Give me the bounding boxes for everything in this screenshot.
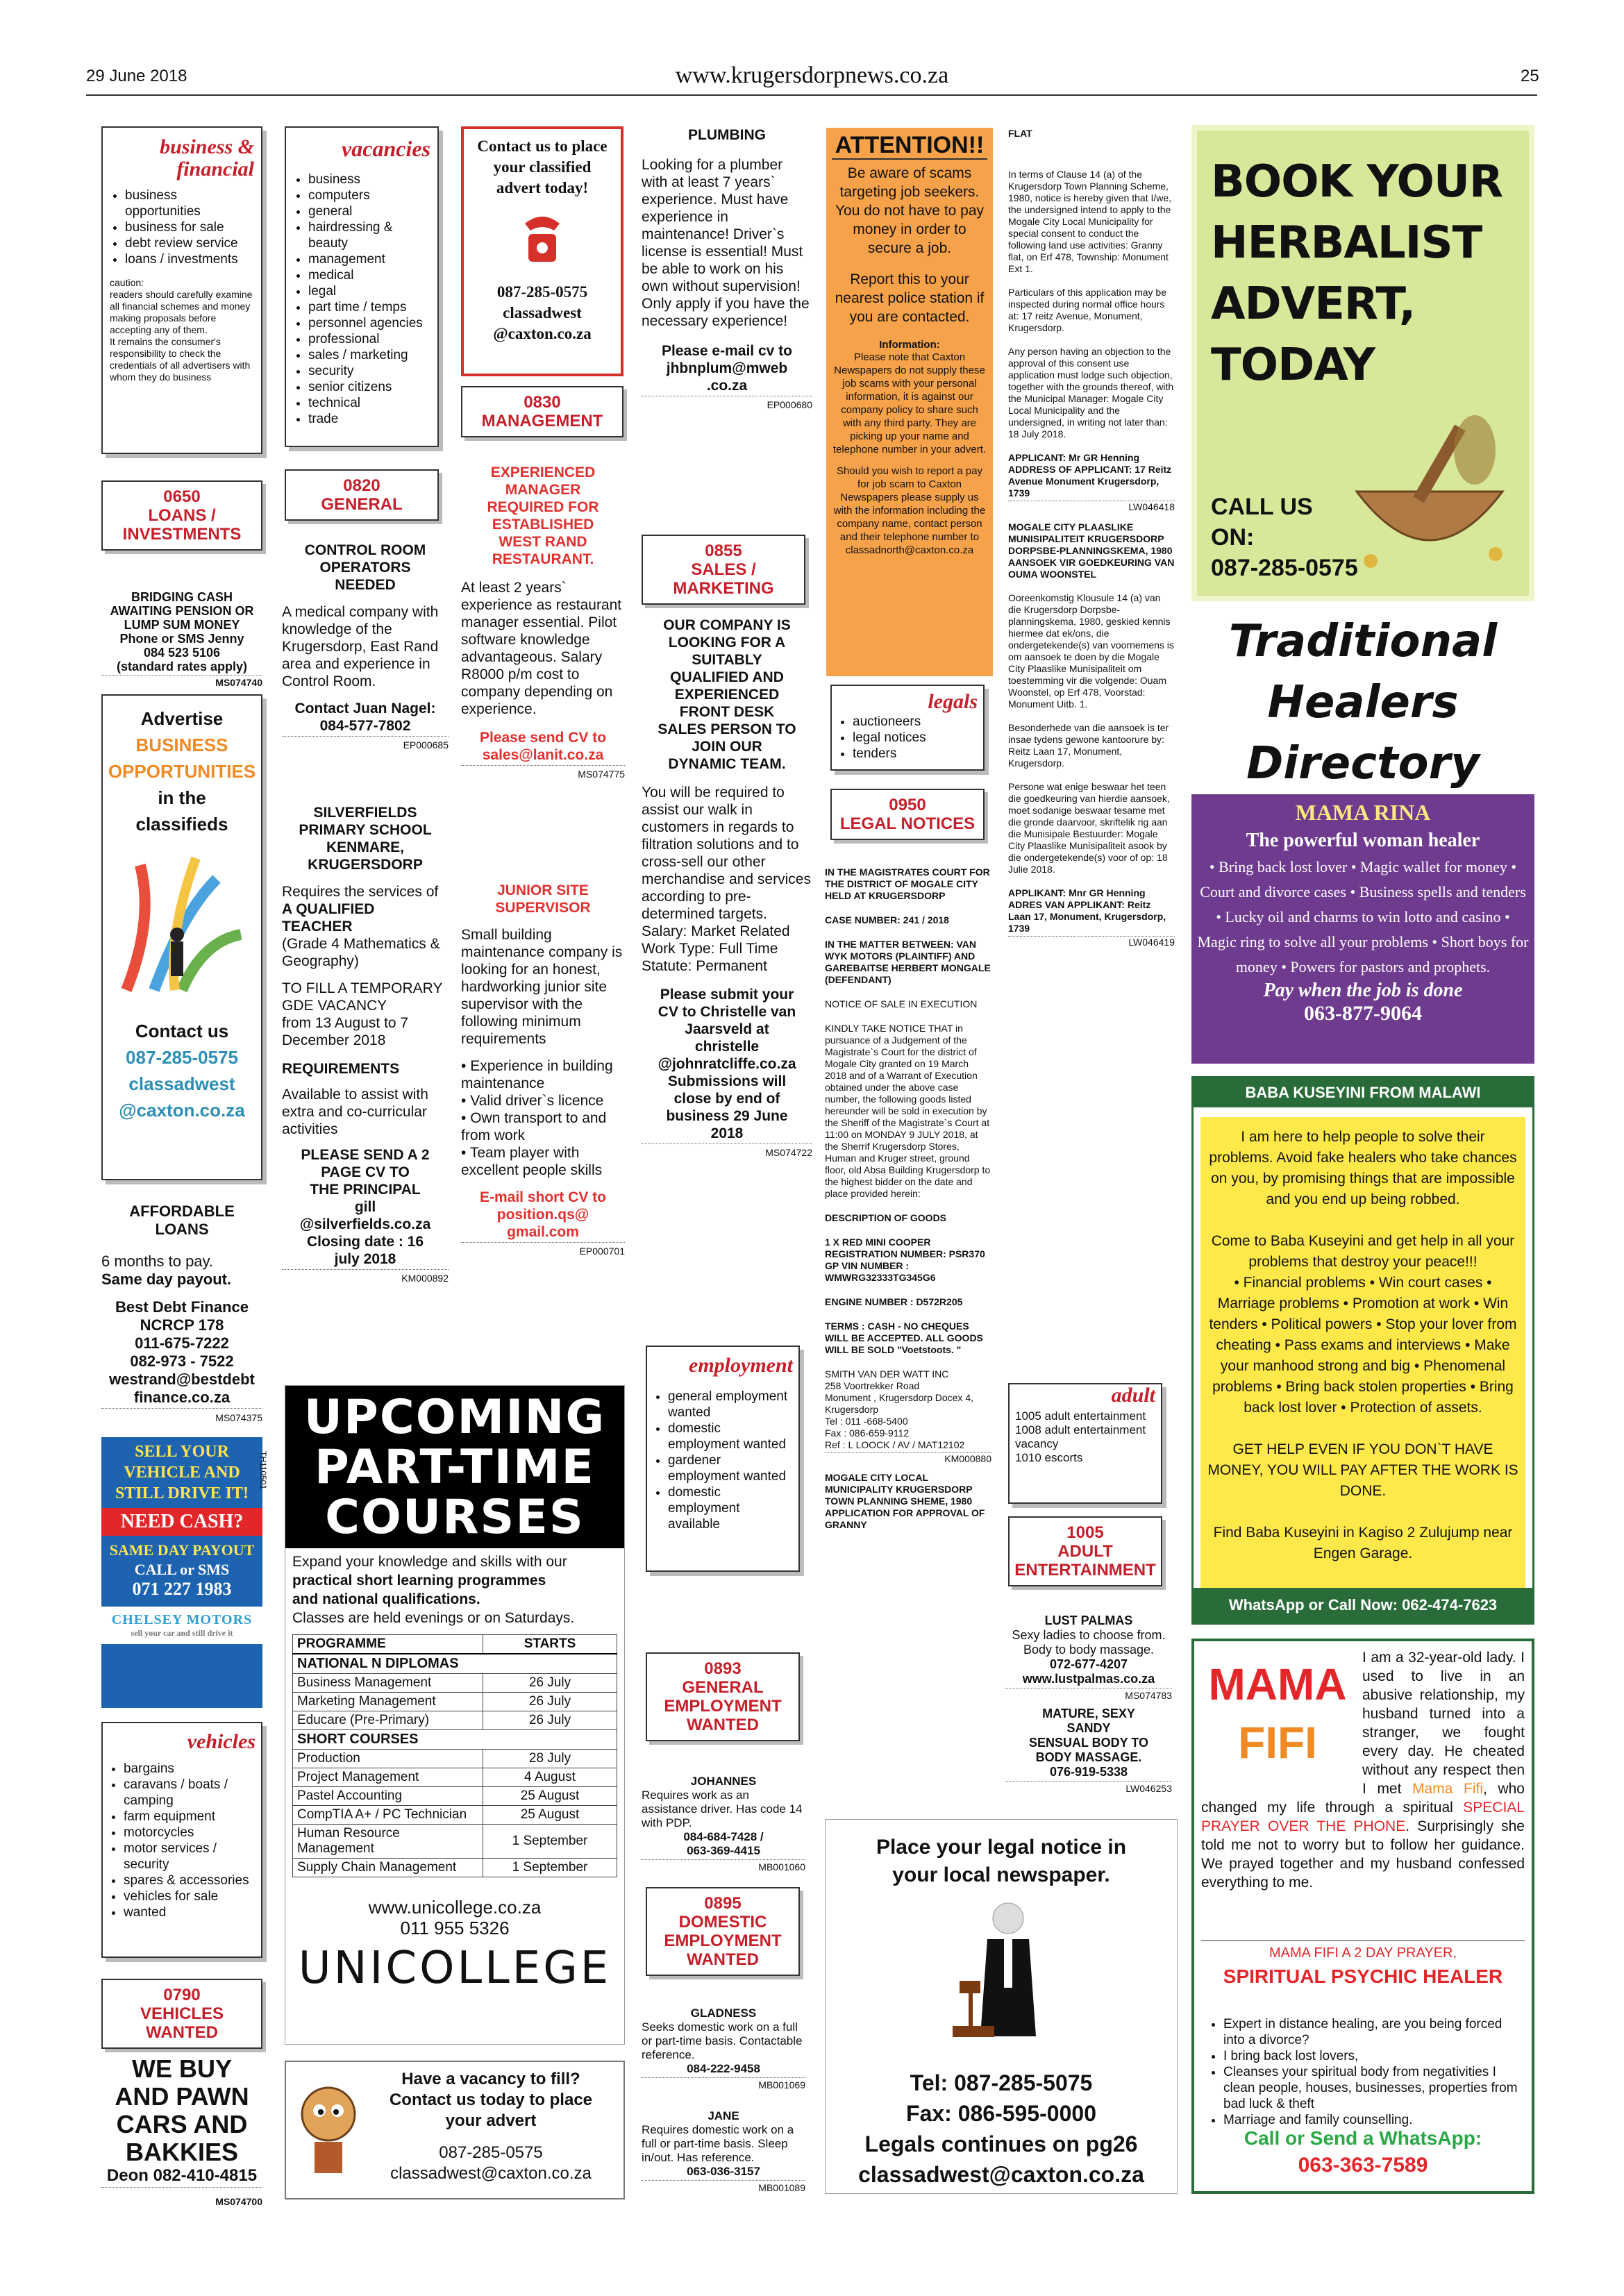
business-financial-title: business & financial — [160, 135, 254, 181]
general-section-header: 0820 GENERAL — [285, 469, 439, 521]
list-item[interactable]: • caravans / boats / camping — [124, 1777, 256, 1809]
magistrate-notice: IN THE MAGISTRATES COURT FOR THE DISTRICT OF MOGALE CITY HELD AT KRUGERSDORP CASE NUMBER: 241 / 2018 IN THE MATTER BETWEEN: VAN WYK MOTORS (PLAINTIFF) AND GAREBAITSE HERBERT MONGALE (DEFENDANT) NOTICE OF SALE IN EXECUTION KINDLY TAKE NOTICE THAT in pursuance of a Judgement of the Magistrate`s Court for the district of Mogale City granted on 19 March 2018 and of a Warrant of Execution obtained under the above case number, the following goods listed hereunder will be sold in execution by the Sheriff of the Magistrate`s Court at 11:00 on MONDAY 9 JULY 2018, at the Sherrif Krugersdorp Stores, Human and Kruger street, ground floor, old Absa Building Krugersdorp to the highest bidder on the date and place provided herein: DESCRIPTION OF GOODS 1 X RED MINI COOPER REGISTRATION NUMBER: PSR370 GP VIN NUMBER : WMWRG32333TG345G6 ENGINE NUMBER : D572R205 TERMS : CASH - NO CHEQUES WILL BE ACCEPTED. ALL GOODS WILL BE SOLD "Voetstoots. " SMITH VAN DER WATT INC 258 Voortrekker Road Monument , Krugersdorp Docex 4, Krugersdorp Tel : 011 -668-5400 Fax : 086-659-9112 Ref : L LOOCK / AV / MAT12102 KM000880 MOGALE CITY LOCAL MUNICIPALITY KRUGERSDORP TOWN PLANNING SHEME, 1980 APPLICATION FOR APPROVAL OF GRANNY — [825, 866, 991, 1530]
table-row: Production 28 July — [293, 1750, 617, 1768]
list-item: • Cleanses your spiritual body from negativities I clean people, houses, businesses, properties from bad luck & theft — [1223, 2064, 1525, 2112]
sales-section-header: 0855 SALES / MARKETING — [642, 535, 805, 605]
list-item[interactable]: • management — [308, 251, 430, 267]
mortar-pestle-illustration — [1336, 408, 1523, 589]
management-section-header: 0830 MANAGEMENT — [461, 386, 623, 437]
mascot-icon — [290, 2076, 367, 2187]
gladness-ad: GLADNESS Seeks domestic work on a full or part-time basis. Contactable reference. 084-222-9458 MB001069 — [642, 2006, 805, 2090]
domestic-employment-header: 0895 DOMESTIC EMPLOYMENT WANTED — [646, 1887, 800, 1976]
flat-notice: FLAT In terms of Clause 14 (a) of the Krugersdorp Town Planning Scheme, 1980, notice is hereby given that I/we, the undersigned intend to apply to the Mogale City Local Municipality for special consent to conduct the following land use activities: Granny flat, on Erf 478, Township: Monument Ext 1. Particulars of this application may be inspected during normal office hours at: 17 reitz Avenue, Monument, Krugersdorp. Any person having an objection to the approval of this consent use application must lodge such objection, together with the grounds thereof, with the Municipal Manager: Mogale City Local Municipality and the undersigned, in writing not later than: 18 July 2018. APPLICANT: Mr GR Henning ADDRESS OF APPLICANT: 17 Reitz Avenue Monument Krugersdorp, 1739 LW046418 MOGALE CITY PLAASLIKE MUNISIPALITEIT KRUGERSDORP DORPSBE-PLANNINGSKEMA, 1980 AANSOEK VIR GOEDKEURING VAN OUMA WOONSTEL Ooreenkomstig Klousule 14 (a) van die Krugersdorp Dorpsbe-planningskema, 1980, geskied kennis hiermee dat ek/ons, die ondergetekende(s) van voornemens is om aansoek te doen by die Mogale City Plaaslike Munisipaliteit om toestemming vir die volgende: Ouam Woonstel, op Erf 478, Voorstad: Monument Uitb. 1. Besonderhede van die aansoek is ter insae tydens gewone kantoorure by: Reitz Laan 17, Monument, Krugersdorp. Persone wat enige beswaar het teen die goedkeuring van hierdie aansoek, moet sodanige beswaar tesame met die gronde daarvoor, skriftelik rig aan die Munisipale Bestuurder: Mogale City Plaaslike Munisipaliteit asook by die ondergetekende(s) voor of op: 18 Julie 2018. APPLIKANT: Mnr GR Henning ADRES VAN APPLIKANT: Reitz Laan 17, Monument, Krugersdorp, 1739 LW046419 — [1008, 128, 1175, 948]
legals-list — [837, 714, 978, 762]
list-item: • Marriage and family counselling. — [1223, 2112, 1525, 2128]
list-item[interactable]: • technical — [308, 395, 430, 411]
mama-fifi-ad: MAMA FIFI I am a 32-year-old lady. I used to live in an abusive relationship, my husband turned into a stranger, we fought every day. He cheated without any respect then I met Mama Fifi, who changed my life through a spiritual SPECIAL PRAYER OVER THE PHONE. Surprisingly she told me not to worry but to follow her guidance. We prayed together and my husband confessed everything to me. MAMA FIFI A 2 DAY PRAYER, SPIRITUAL PSYCHIC HEALER • Expert in distance healing, are you being forced into a divorce? • I bring back lost lovers, • Cleanses your spiritual body from negativities I clean people, houses, businesses, properties from bad luck & theft • Marriage and family counselling. Call or Send a WhatsApp: 063-363-7589 — [1191, 1639, 1534, 2194]
lust-palmas-ad: LUST PALMAS Sexy ladies to choose from. Body to body massage. 072-677-4207 www.lustpalmas.co.za MS074783 — [1005, 1614, 1172, 1703]
table-row: Project Management 4 August — [293, 1768, 617, 1787]
vacancy-fill-ad: Have a vacancy to fill? Contact us today to place your advert 087-285-0575 classadwest@caxton.co.za — [285, 2061, 625, 2199]
vacancies-box — [285, 126, 439, 447]
legals-title: legals — [928, 690, 978, 713]
arrows-illustration — [112, 837, 251, 1011]
adult-title: adult — [1111, 1384, 1155, 1407]
phone-icon — [511, 203, 574, 272]
baba-kuseyini-ad: BABA KUSEYINI FROM MALAWI I am here to help people to solve their problems. Avoid fake healers who take chances on you, by promising things that are impossible and you end up being robbed. Come to Baba Kuseyini and get help in all your problems that destroy your peace!!! • Financial problems • Win court cases • Marriage problems • Promotion at work • Win tenders • Political powers • Stop your lover from cheating • Pass exams and interviews • Make your manhood strong and big • Phenomenal problems • Bring back stolen properties • Bring back lost lover • Protection of assets. GET HELP EVEN IF YOU DON`T HAVE MONEY, YOU WILL PAY AFTER THE WORK IS DONE. Find Baba Kuseyini in Kagiso 2 Zulujump near Engen Garage. WhatsApp or Call Now: 062-474-7623 — [1191, 1076, 1534, 1625]
employment-title: employment — [689, 1354, 793, 1377]
list-item[interactable]: • security — [308, 363, 430, 379]
legal-notice-ad: Place your legal notice in your local newspaper. Tel: 087-285-5075 Fax: 086-595-0000 Legals continues on pg26 classadwest@caxton.co.za — [825, 1819, 1178, 2194]
unicollege-logo: UNICOLLEGE — [298, 1943, 612, 1994]
list-item[interactable]: 1008 adult entertainment vacancy — [1015, 1423, 1146, 1450]
list-item[interactable]: • tenders — [853, 746, 978, 762]
plumbing-ad: PLUMBING Looking for a plumber with at least 7 years` experience. Must have experience in maintenance! Driver`s license is essential! Must be able to work on his own without supervision! Only apply if you have the necessary experience! Please e-mail cv to jhbnplum@mweb .co.za EP000680 — [642, 126, 812, 414]
list-item[interactable]: • computers — [308, 187, 430, 203]
list-item[interactable]: • general — [308, 203, 430, 219]
junior-supervisor-ad: JUNIOR SITE SUPERVISOR Small building maintenance company is looking for an honest, hardworking junior site supervisor with the following minimum requirements • Experience in building maintenance • Valid driver`s licence • Own transport to and from work • Team player with excellent people skills E-mail short CV to position.qs@ gmail.com EP000701 — [461, 882, 625, 1260]
list-item[interactable]: • spares & accessories — [124, 1872, 256, 1888]
list-item[interactable]: • legal — [308, 283, 430, 299]
list-item[interactable]: • business opportunities — [125, 187, 254, 219]
advertise-business-box: Advertise BUSINESS OPPORTUNITIES in the classifieds Contact us 087-285-0575 classadwest @caxton.co.za — [101, 694, 262, 1180]
control-room-ad: CONTROL ROOM OPERATORS NEEDED A medical company with knowledge of the Krugersdorp, East Rand area and experience in Control Room. Contact Juan Nagel: 084-577-7802 EP000685 — [282, 542, 449, 754]
table-row: CompTIA A+ / PC Technician 25 August — [293, 1806, 617, 1825]
adult-entertainment-header: 1005 ADULT ENTERTAINMENT — [1008, 1516, 1162, 1586]
caution-text: caution: readers should carefully examine all financial schemes and money making proposals before accepting any of them. It remains the consumer's responsibility to check the credentials of all advertisers with whom they do business — [110, 277, 253, 383]
list-item[interactable]: • part time / temps — [308, 299, 430, 315]
list-item[interactable]: • medical — [308, 267, 430, 283]
attention-ad: ATTENTION!! Be aware of scams targeting job seekers. You do not have to pay money in order to secure a job. Report this to your nearest police station if you are contacted. Information: Please note that Caxton Newspapers do not supply these job scams with your personal information, it is against our company policy to share such with any third party. They are picking up your name and telephone number in your advert. Should you wish to report a pay for job scam to Caxton Newspapers please supply us with the information including the company name, contact person and their telephone number to classadnorth@caxton.co.za — [826, 128, 993, 676]
sell-car-ref: TH110501 — [258, 1451, 268, 1490]
programme-table: PROGRAMME STARTS NATIONAL N DIPLOMAS Business Management 26 July Marketing Management 26 July Educare (Pre-Primary) 26 July SHORT COURSES Production 28 July Project Management 4 August Pastel Accounting 25 August CompTIA A+ / PC Technician 25 August Human Resource Management 1 September Supply Chain Management 1 September — [292, 1634, 617, 1877]
list-item[interactable]: • loans / investments — [125, 251, 254, 267]
silverfields-ad: SILVERFIELDS PRIMARY SCHOOL KENMARE, KRUGERSDORP Requires the services of A QUALIFIED TEACHER (Grade 4 Mathematics & Geography) TO FILL A TEMPORARY GDE VACANCY from 13 August to 7 December 2018 REQUIREMENTS Available to assist with extra and co-curricular activities PLEASE SEND A 2 PAGE CV TO THE PRINCIPAL gill @silverfields.co.za Closing date : 16 july 2018 KM000892 — [282, 804, 449, 1287]
mature-ad: MATURE, SEXY SANDY SENSUAL BODY TO BODY MASSAGE. 076-919-5338 LW046253 — [1005, 1707, 1172, 1796]
header-page-number: 25 — [1521, 67, 1539, 85]
list-item: • I bring back lost lovers, — [1223, 2048, 1525, 2064]
jane-ad: JANE Requires domestic work on a full or part-time basis. Sleep in/out. Has reference. 063-036-3157 MB001089 — [642, 2109, 805, 2193]
herbalist-ad: BOOK YOUR HERBALIST ADVERT, TODAY CALL US ON: 087-285-0575 — [1191, 125, 1534, 601]
list-item[interactable]: • professional — [308, 331, 430, 347]
list-item[interactable]: • domestic employment wanted — [668, 1421, 793, 1452]
legal-notices-header: 0950 LEGAL NOTICES — [830, 789, 985, 840]
business-financial-list — [110, 187, 254, 267]
list-item[interactable]: • vehicles for sale — [124, 1888, 256, 1904]
sell-vehicle-ad: SELL YOUR VEHICLE AND STILL DRIVE IT! NEED CASH? SAME DAY PAYOUT CALL or SMS 071 227 1983 CHELSEY MOTORS sell your car and still drive it — [101, 1437, 262, 1708]
list-item[interactable]: • motor services / security — [124, 1841, 256, 1872]
list-item: • Expert in distance healing, are you being forced into a divorce? — [1223, 2016, 1525, 2048]
list-item[interactable]: • domestic employment available — [668, 1484, 793, 1532]
list-item[interactable]: • personnel agencies — [308, 315, 430, 331]
list-item[interactable]: • hairdressing & beauty — [308, 219, 430, 251]
header-date: 29 June 2018 — [86, 67, 187, 85]
list-item[interactable]: 1005 adult entertainment — [1015, 1409, 1146, 1423]
list-item[interactable]: • business — [308, 171, 430, 187]
affordable-loans-ad: AFFORDABLE LOANS 6 months to pay. Same day payout. Best Debt Finance NCRCP 178 011-675-7222 082-973 - 7522 westrand@bestdebt finance.co.za MS074375 — [101, 1203, 262, 1427]
list-item[interactable]: • trade — [308, 411, 430, 427]
legals-box — [830, 685, 985, 771]
general-employment-header: 0893 GENERAL EMPLOYMENT WANTED — [646, 1652, 800, 1741]
list-item[interactable]: • debt review service — [125, 235, 254, 251]
vehicles-wanted-header: 0790 VEHICLES WANTED — [101, 1979, 262, 2049]
list-item[interactable]: • legal notices — [853, 730, 978, 746]
front-desk-ad: OUR COMPANY IS LOOKING FOR A SUITABLY QUALIFIED AND EXPERIENCED FRONT DESK SALES PERSON TO JOIN OUR DYNAMIC TEAM. You will be required to assist our walk in customers in regards to filtration solutions and to cross-sell our other merchandise and services according to pre-determined targets. Salary: Market Related Work Type: Full Time Statute: Permanent Please submit your CV to Christelle van Jaarsveld at christelle @johnratcliffe.co.za Submissions will close by end of business 29 June 2018 MS074722 — [642, 617, 812, 1162]
employment-box — [646, 1346, 800, 1572]
list-item[interactable]: • auctioneers — [853, 714, 978, 730]
bridging-cash-ad: BRIDGING CASH AWAITING PENSION OR LUMP SUM MONEY Phone or SMS Jenny 084 523 5106 (standard rates apply) MS074740 — [101, 590, 262, 689]
list-item[interactable]: • gardener employment wanted — [668, 1452, 793, 1484]
loans-section-header: 0650 LOANS / INVESTMENTS — [101, 480, 262, 551]
unicollege-ad: UPCOMING PART-TIME COURSES Expand your knowledge and skills with our practical short learning programmes and national qualifications. Classes are held evenings or on Saturdays. PROGRAMME STARTS NATIONAL N DIPLOMAS Business Management 26 July Marketing Management 26 July Educare (Pre-Primary) 26 July SHORT COURSES Production 28 July Project Management 4 August Pastel Accounting 25 August CompTIA A+ / PC Technician 25 August Human Resource Management 1 September Supply Chain Management 1 September www.unicollege.co.za 011 955 5326 UNICOLLEGE — [285, 1385, 625, 2045]
table-row: Human Resource Management 1 September — [293, 1825, 617, 1859]
judge-gavel-illustration — [946, 1897, 1057, 2057]
restaurant-ad: EXPERIENCED MANAGER REQUIRED FOR ESTABLISHED WEST RAND RESTAURANT. At least 2 years` experience as restaurant manager essential. Pilot software knowledge advantageous. Salary R8000 p/m cost to company depending on experience. Please send CV to sales@lanit.co.za MS074775 — [461, 464, 625, 783]
unicollege-headline: UPCOMING PART-TIME COURSES — [285, 1386, 624, 1548]
list-item[interactable]: • wanted — [124, 1904, 256, 1920]
business-financial-box — [101, 126, 262, 454]
johannes-ad: JOHANNES Requires work as an assistance driver. Has code 14 with PDP. 084-684-7428 / 063-369-4415 MB001060 — [642, 1775, 805, 1872]
list-item[interactable]: • senior citizens — [308, 379, 430, 395]
vacancies-list — [293, 171, 430, 427]
list-item[interactable]: • bargains — [124, 1761, 256, 1777]
vehicles-list — [108, 1761, 256, 1920]
header-rule — [86, 94, 1537, 96]
list-item[interactable]: • general employment wanted — [668, 1389, 793, 1421]
we-buy-ad: WE BUY AND PAWN CARS AND BAKKIES Deon 082-410-4815 MS074700 — [101, 2055, 262, 2215]
adult-box — [1008, 1383, 1162, 1504]
unicollege-web[interactable]: www.unicollege.co.za — [368, 1897, 542, 1918]
header-site[interactable]: www.krugersdorpnews.co.za — [675, 62, 949, 88]
list-item[interactable]: 1010 escorts — [1015, 1451, 1083, 1464]
vehicles-title: vehicles — [187, 1730, 256, 1753]
table-row: Business Management 26 July — [293, 1674, 617, 1693]
list-item[interactable]: • farm equipment — [124, 1809, 256, 1825]
list-item[interactable]: • business for sale — [125, 219, 254, 235]
table-row: Marketing Management 26 July — [293, 1693, 617, 1711]
list-item[interactable]: • sales / marketing — [308, 347, 430, 363]
vehicles-box — [101, 1722, 262, 1958]
vacancies-title: vacancies — [342, 136, 430, 161]
table-row: Pastel Accounting 25 August — [293, 1787, 617, 1806]
contact-box: Contact us to place your classified advert today! 087-285-0575 classadwest @caxton.co.za — [461, 126, 623, 376]
mama-rina-ad: MAMA RINA The powerful woman healer • Bring back lost lover • Magic wallet for money • Court and divorce cases • Business spells and tenders • Lucky oil and charms to win lotto and casino • Magic ring to solve all your problems • Short boys for money • Powers for pastors and prophets. Pay when the job is done 063-877-9064 — [1191, 794, 1534, 1064]
table-row: Supply Chain Management 1 September — [293, 1859, 617, 1877]
list-item[interactable]: • motorcycles — [124, 1825, 256, 1841]
table-row: Educare (Pre-Primary) 26 July — [293, 1711, 617, 1730]
unicollege-phone: 011 955 5326 — [400, 1918, 510, 1938]
healers-directory-title: Traditional Healers Directory — [1228, 616, 1498, 789]
employment-list — [653, 1389, 793, 1532]
chelsey-motors-logo: CHELSEY MOTORS — [111, 1612, 253, 1627]
